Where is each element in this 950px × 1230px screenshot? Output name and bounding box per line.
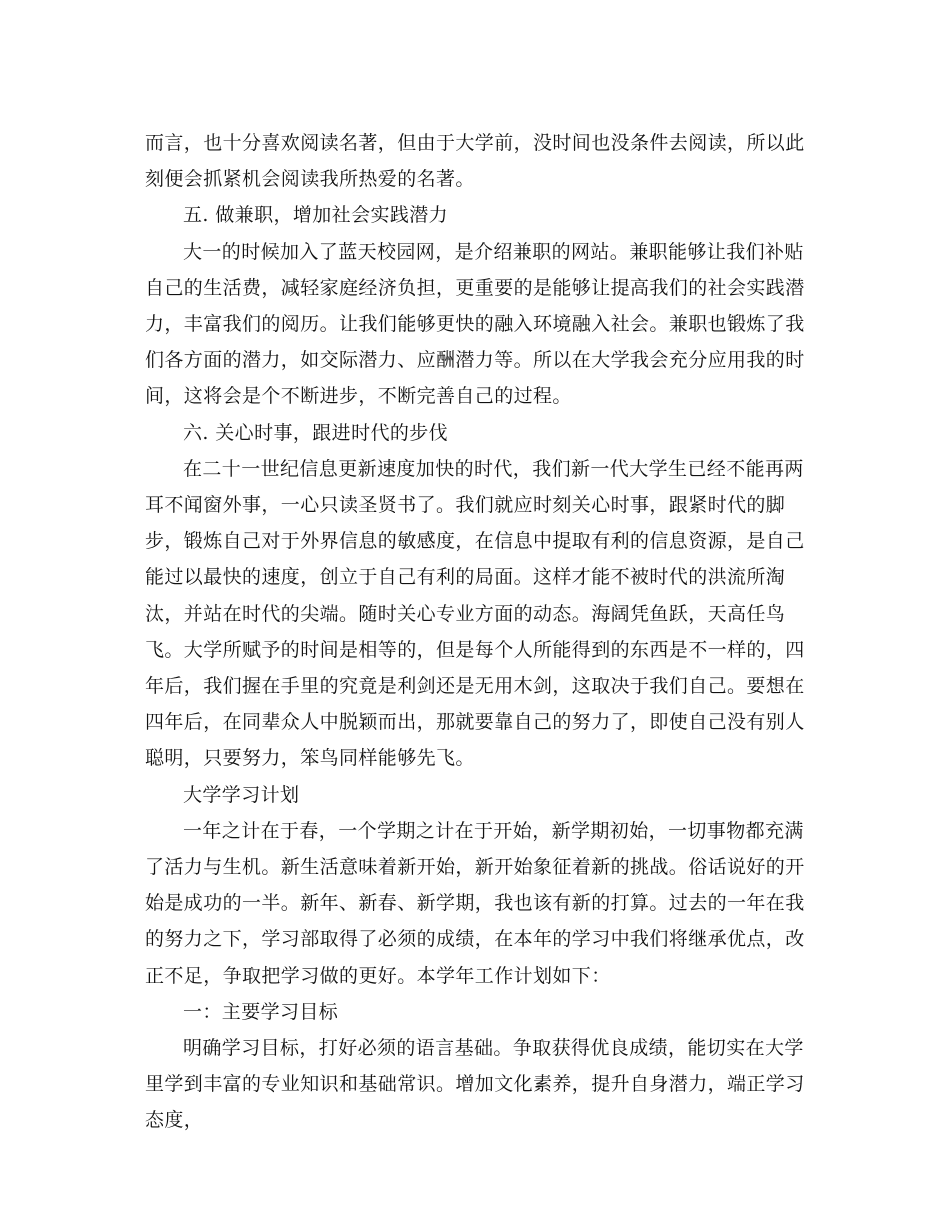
paragraph-current-affairs: 在二十一世纪信息更新速度加快的时代，我们新一代大学生已经不能再两耳不闻窗外事，一心只读圣贤书了。我们就应时刻关心时事，跟紧时代的脚步，锻炼自己对于外界信息的敏感度，在信息中提取有利的信息资源，是自己能过以最快的速度，创立于自己有利的局面。这样才能不被时代的洪流所淘汰，并站在时代的尖端。随时关心专业方面的动态。海阔凭鱼跃，天高任鸟飞。大学所赋予的时间是相等的，但是每个人所能得到的东西是不一样的，四年后，我们握在手里的究竟是利剑还是无用木剑，这取决于我们自己。要想在四年后，在同辈众人中脱颖而出，那就要靠自己的努力了，即使自己没有别人聪明，只要努力，笨鸟同样能够先飞。 — [145, 457, 805, 770]
section-heading-goals: 一：主要学习目标 — [183, 1000, 339, 1023]
paragraph-goals: 明确学习目标，打好必须的语言基础。争取获得优良成绩，能切实在大学里学到丰富的专业知识和基础常识。增加文化素养，提升自身潜力，端正学习态度， — [145, 1037, 805, 1132]
section-heading-six: 六. 关心时事，跟进时代的步伐 — [183, 421, 449, 444]
paragraph-study-plan-intro: 一年之计在于春，一个学期之计在于开始，新学期初始，一切事物都充满了活力与生机。新生活意味着新开始，新开始象征着新的挑战。俗话说好的开始是成功的一半。新年、新春、新学期，我也该有新的打算。过去的一年在我的努力之下，学习部取得了必须的成绩，在本年的学习中我们将继承优点，改正不足，争取把学习做的更好。本学年工作计划如下： — [145, 819, 805, 987]
section-heading-study-plan: 大学学习计划 — [183, 783, 300, 806]
paragraph-continuation: 而言，也十分喜欢阅读名著，但由于大学前，没时间也没条件去阅读，所以此刻便会抓紧机会阅读我所热爱的名著。 — [145, 132, 805, 191]
section-heading-five: 五. 做兼职，增加社会实践潜力 — [183, 204, 449, 227]
document-body — [145, 125, 805, 1139]
paragraph-part-time-job: 大一的时候加入了蓝天校园网，是介绍兼职的网站。兼职能够让我们补贴自己的生活费，减轻家庭经济负担，更重要的是能够让提高我们的社会实践潜力，丰富我们的阅历。让我们能够更快的融入环境融入社会。兼职也锻炼了我们各方面的潜力，如交际潜力、应酬潜力等。所以在大学我会充分应用我的时间，这将会是个不断进步，不断完善自己的过程。 — [145, 240, 805, 408]
